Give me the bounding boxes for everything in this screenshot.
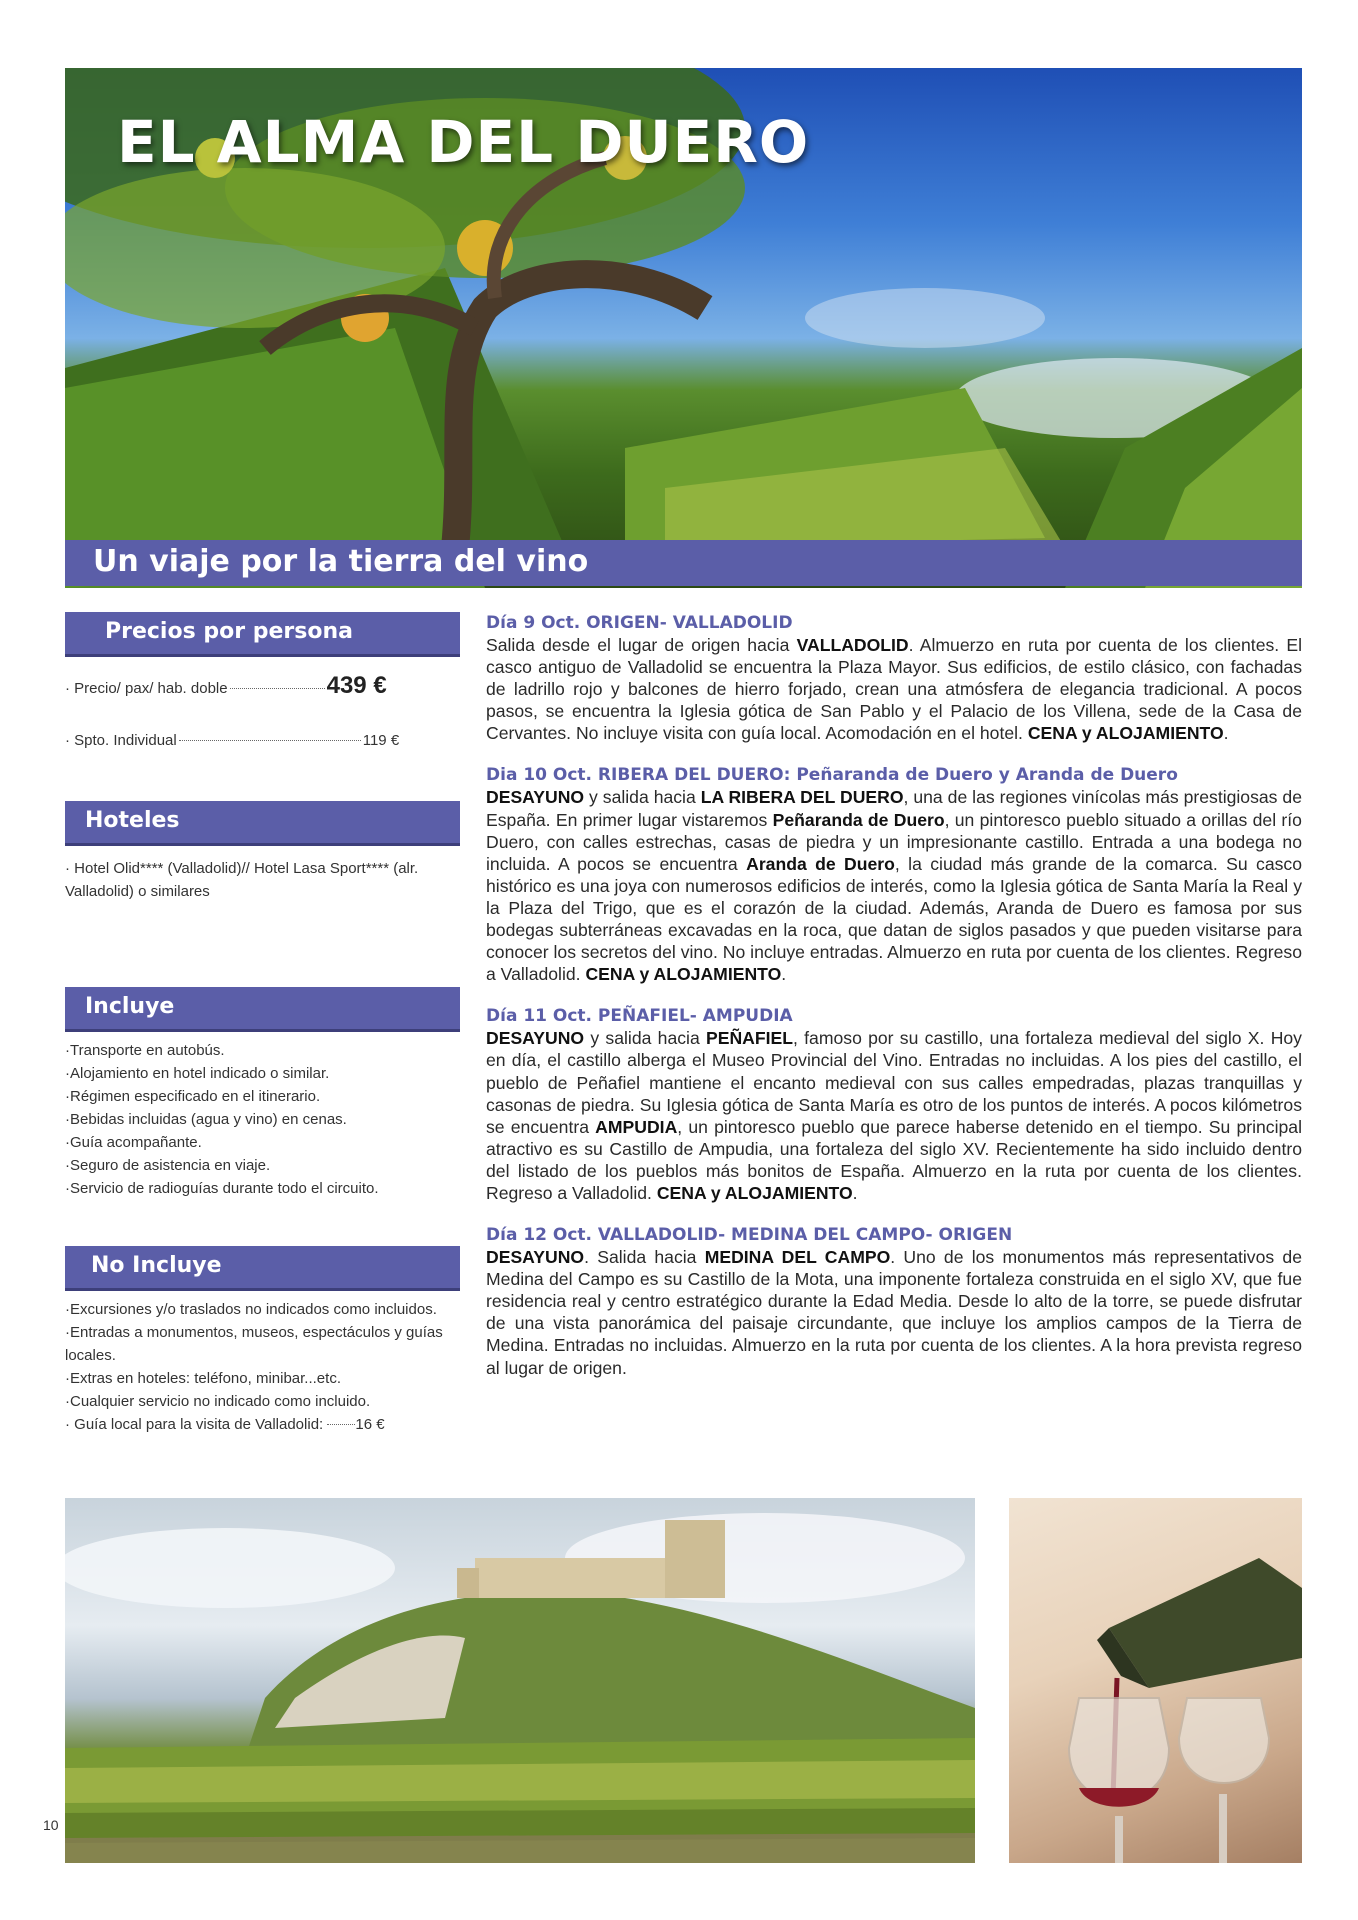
price-double-value: 439 € (326, 672, 387, 699)
list-item: · Régimen especificado en el itinerario. (65, 1085, 460, 1108)
day-title: Día 9 Oct. ORIGEN- VALLADOLID (486, 613, 793, 633)
text-run: . Uno de los monumentos más representativos de Medina del Campo es su Castillo de la Mota, una imponente fortaleza construida en el siglo XV, que fue residencia real y centro estratégico durante la Edad Media. Desde lo alto de la torre, se puede disfrutar de una vista panorámica del paisaje circundante, que incluye los amplios campos de la Tierra de Medina. Entradas no incluidas. Almuerzo en la ruta por cuenta de los clientes. A la hora prevista regreso al lugar de origen. (486, 1247, 1302, 1378)
page-subtitle: Un viaje por la tierra del vino (93, 544, 589, 579)
text-run: . Salida hacia (584, 1247, 705, 1268)
text-run: , una de las regiones vinícolas más prestigiosas de España. En primer lugar vistaremos (486, 787, 1302, 830)
list-item: · Guía acompañante. (65, 1131, 460, 1154)
text-run: y salida hacia (584, 787, 701, 808)
list-item: · Transporte en autobús. (65, 1039, 460, 1062)
itinerary-day (486, 1224, 1302, 1379)
bold-highlight: VALLADOLID (796, 635, 909, 655)
bold-highlight: Aranda de Duero (746, 853, 895, 874)
list-item: · Alojamiento en hotel indicado o similar. (65, 1062, 460, 1085)
hotels-text: · Hotel Olid**** (Valladolid)// Hotel Lasa Sport**** (alr. Valladolid) o similares (65, 860, 419, 900)
bold-highlight: DESAYUNO (486, 787, 585, 808)
price-single-value: 119 € (362, 732, 400, 749)
text-run: , un pintoresco pueblo que parece haberse detenido en el tiempo. Su principal atractivo es su Castillo de Ampudia, una fortaleza del siglo XV. Recientemente ha sido incluido dentro del listado de los pueblos más bonitos de España. Almuerzo en la ruta por cuenta de los clientes. Regreso a Valladolid. (486, 1116, 1302, 1203)
excludes-list (65, 1298, 460, 1436)
dot-leader (230, 688, 325, 689)
day-description (486, 786, 1302, 985)
price-double-row (65, 672, 460, 700)
list-item-guide (65, 1413, 460, 1436)
excludes-heading: No Incluye (91, 1253, 222, 1278)
bold-highlight: PEÑAFIEL (706, 1028, 793, 1049)
castle-photo (65, 1498, 975, 1863)
bold-highlight: CENA y ALOJAMIENTO (1027, 723, 1224, 744)
day-description (486, 1027, 1302, 1204)
wine-illustration (1009, 1498, 1302, 1863)
list-item: · Seguro de asistencia en viaje. (65, 1154, 460, 1177)
sidebar (65, 612, 460, 1436)
text-run: . Almuerzo en ruta por cuenta de los clientes. El casco antiguo de Valladolid se encuentra la Plaza Mayor. Sus edificios, de estilo clásico, con fachadas de ladrillo rojo y balcones de hierro forjado, crean una atmósfera de elegancia tradicional. A pocos pasos, se encuentra la Iglesia gótica de San Pablo y el Palacio de los Villena, sede de la Casa de Cervantes. No incluye visita con guía local. Acomodación en el hotel. (486, 635, 1302, 744)
list-item: · Servicio de radioguías durante todo el circuito. (65, 1177, 460, 1200)
bold-highlight: DESAYUNO (486, 1247, 585, 1268)
itinerary-column (486, 612, 1302, 1399)
guide-value: 16 € (355, 1416, 385, 1433)
text-run: Salida desde el lugar de origen hacia (486, 635, 797, 655)
text-run: . (781, 964, 787, 985)
list-item: · Entradas a monumentos, museos, espectáculos y guías locales. (65, 1321, 460, 1367)
subtitle-band (65, 540, 1302, 586)
prices-heading: Precios por persona (105, 619, 353, 644)
day-title: Día 11 Oct. PEÑAFIEL- AMPUDIA (486, 1006, 793, 1027)
list-item: · Excursiones y/o traslados no indicados como incluidos. (65, 1298, 460, 1321)
itinerary-day (486, 1005, 1302, 1204)
price-single-label: · Spto. Individual (65, 732, 177, 749)
includes-heading-bar (65, 987, 460, 1029)
bold-highlight: LA RIBERA DEL DUERO (700, 787, 904, 808)
list-item: · Bebidas incluidas (agua y vino) en cenas. (65, 1108, 460, 1131)
bold-highlight: MEDINA DEL CAMPO (704, 1247, 891, 1268)
text-run: . (1223, 723, 1229, 744)
bold-highlight: Peñaranda de Duero (772, 809, 945, 830)
bold-highlight: CENA y ALOJAMIENTO (585, 964, 782, 985)
wine-photo (1009, 1498, 1302, 1863)
hotels-heading: Hoteles (85, 808, 180, 833)
castle-illustration (65, 1498, 975, 1863)
day-description (486, 634, 1302, 744)
bold-highlight: CENA y ALOJAMIENTO (656, 1182, 853, 1203)
includes-list (65, 1039, 460, 1200)
hotels-heading-bar (65, 801, 460, 843)
text-run: y salida hacia (584, 1028, 706, 1049)
text-run: , famoso por su castillo, una fortaleza medieval del siglo X. Hoy en día, el castillo alberga el Museo Provincial del Vino. Entradas no incluidas. A los pies del castillo, el pueblo de Peñafiel mantiene el encanto medieval con sus calles empedradas, plazas tranquillas y casonas de piedra. Su Iglesia gótica de Santa María es otro de los puntos de interés. A pocos kilómetros se encuentra (486, 1028, 1302, 1137)
price-single-row (65, 732, 460, 749)
page-title: EL ALMA DEL DUERO (117, 108, 810, 176)
prices-heading-bar (65, 612, 460, 654)
list-item: · Extras en hoteles: teléfono, minibar...etc. (65, 1367, 460, 1390)
day-description (486, 1246, 1302, 1379)
text-run: , la ciudad más grande de la comarca. Su casco histórico es una joya con numerosos edificios de interés, como la Iglesia gótica de Santa María la Real y la Plaza del Trigo, que es el corazón de la ciudad. Además, Aranda de Duero es famosa por sus bodegas subterráneas excavadas en la roca, que datan de siglos pasados y que pueden visitarse para conocer los secretos del vino. No incluye entradas. Almuerzo en ruta por cuenta de los clientes. Regreso a Valladolid. (486, 853, 1302, 985)
hero-vineyard-image (65, 68, 1302, 588)
bold-highlight: AMPUDIA (595, 1116, 678, 1137)
text-run: , un pintoresco pueblo situado a orillas del río Duero, con calles estrechas, casas de piedra y un impresionante castillo. Entrada a una bodega no incluida. A pocos se encuentra (486, 809, 1302, 874)
text-run: . (852, 1182, 858, 1203)
price-double-label: · Precio/ pax/ hab. doble (65, 680, 228, 697)
dot-leader (179, 740, 361, 741)
dot-leader (327, 1424, 355, 1425)
excludes-heading-bar (65, 1246, 460, 1288)
day-title: Día 12 Oct. VALLADOLID- MEDINA DEL CAMPO- ORIGEN (486, 1225, 1013, 1246)
page-number: 10 (43, 1817, 59, 1833)
includes-heading: Incluye (85, 994, 175, 1019)
itinerary-day (486, 612, 1302, 744)
itinerary-day (486, 764, 1302, 985)
list-item: · Cualquier servicio no indicado como incluido. (65, 1390, 460, 1413)
guide-label: Guía local para la visita de Valladolid: (74, 1416, 324, 1433)
day-title: Dia 10 Oct. RIBERA DEL DUERO: Peñaranda de Duero y Aranda de Duero (486, 765, 1178, 786)
bold-highlight: DESAYUNO (486, 1028, 585, 1049)
